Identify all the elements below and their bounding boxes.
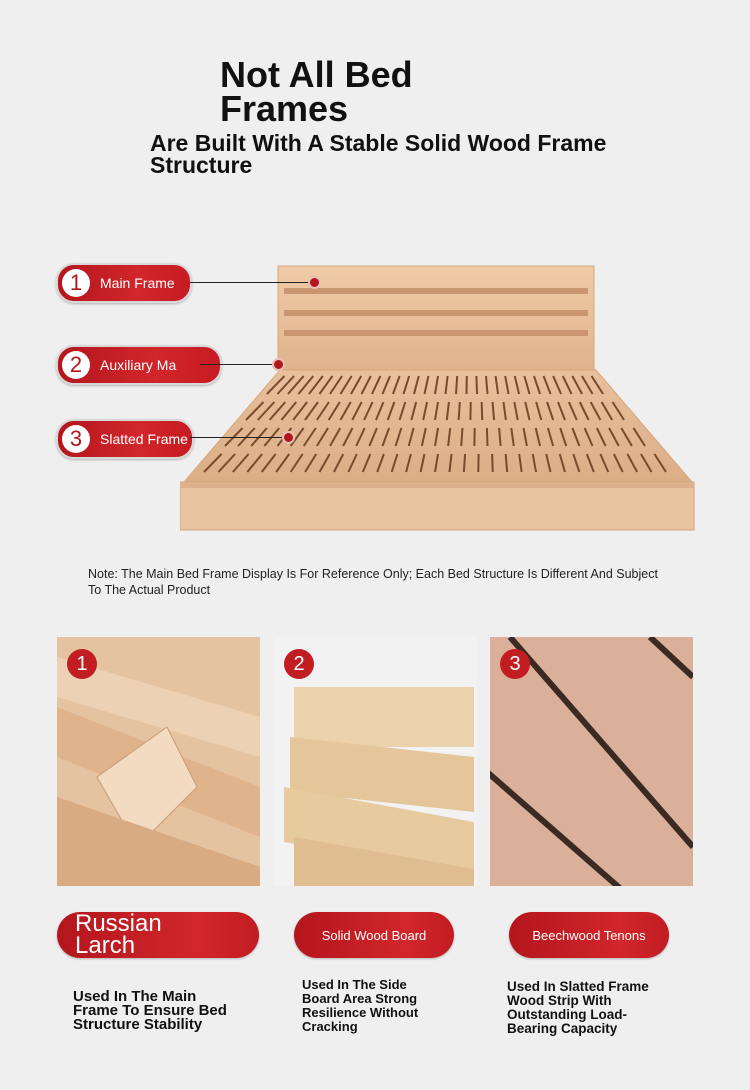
leader-line [190,437,286,438]
leader-line [200,364,274,365]
callout-slatted-frame [56,419,194,459]
leader-line [190,282,310,283]
marker-dot [272,358,285,371]
callout-auxiliary [56,345,222,385]
marker-dot [308,276,321,289]
bed-slat [459,402,460,420]
wood-board-image [274,637,477,886]
feature-name-beechwood-tenons [509,912,669,958]
feature-number-badge: 1 [67,649,97,679]
bed-slat [464,454,465,472]
feature-number-badge: 2 [284,649,314,679]
feature-name: Solid Wood Board [321,927,427,943]
callout-label: Auxiliary Ma [100,357,177,373]
page-title: Not All Bed Frames [220,54,413,129]
page-subtitle: Are Built With A Stable Solid Wood Frame Structure [150,130,607,178]
bed-slat [492,454,493,472]
callout-number: 1 [62,269,90,297]
bed-slat [487,428,488,446]
callout-label: Main Frame [100,275,175,291]
callout-number: 2 [62,351,90,379]
larch-wood-image [57,637,260,886]
bed-slat [482,402,483,420]
feature-description: Used In Slatted Frame Wood Strip With Outstanding Load-Bearing Capacity [507,979,649,1036]
feature-name: Beechwood Tenons [532,927,646,943]
feature-name: Russian Larch [75,910,162,959]
callout-label: Slatted Frame [100,431,188,447]
feature-description: Used In The Side Board Area Strong Resilience Without Cracking [302,977,419,1034]
feature-description: Used In The Main Frame To Ensure Bed Structure Stability [73,988,227,1033]
bed-slat [456,376,457,394]
callout-number: 3 [62,425,90,453]
bed-frame-illustration [180,264,700,536]
feature-number-badge: 3 [500,649,530,679]
marker-dot [282,431,295,444]
feature-name-solid-wood-board [294,912,454,958]
feature-name-russian-larch [57,912,259,958]
bed-slat [476,376,477,394]
callout-main-frame [56,263,192,303]
disclaimer-note: Note: The Main Bed Frame Display Is For Reference Only; Each Bed Structure Is Different And Subject To The Actual Product [88,567,658,597]
beechwood-image [490,637,693,886]
bed-slat [461,428,462,446]
